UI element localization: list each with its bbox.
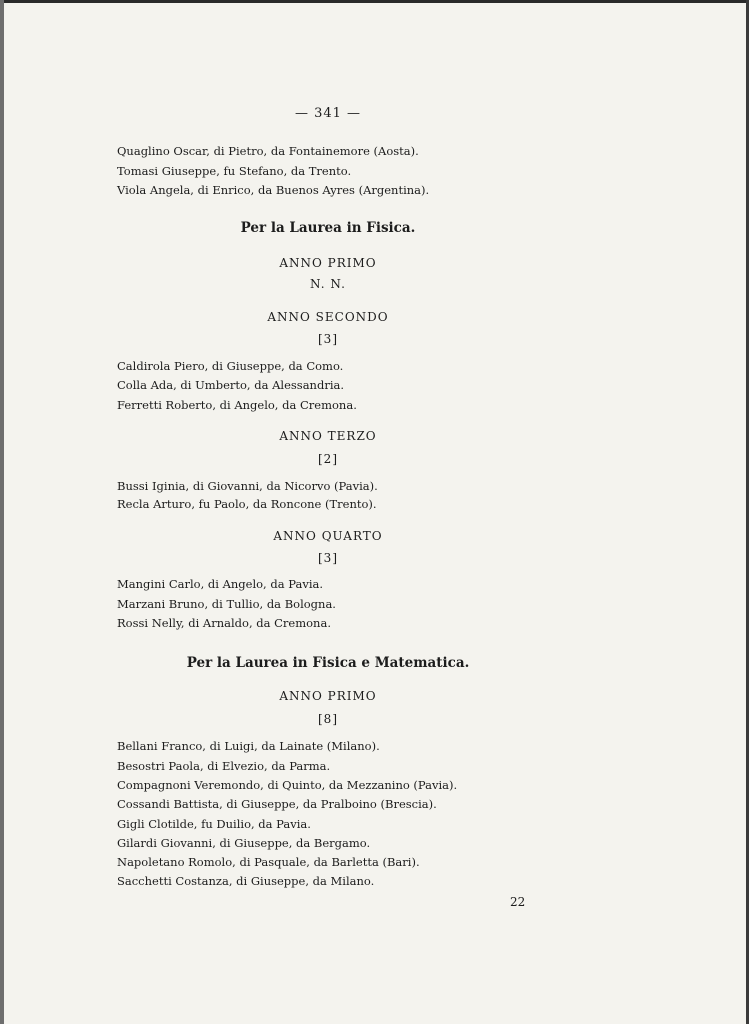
year-label: ANNO PRIMO bbox=[279, 256, 377, 270]
page-number: — 341 — bbox=[294, 106, 362, 121]
year-count: [3] bbox=[318, 332, 338, 346]
list-item: Recla Arturo, fu Paolo, da Roncone (Trento). bbox=[117, 497, 377, 511]
list-item: Napoletano Romolo, di Pasquale, da Barletta (Bari). bbox=[117, 855, 420, 869]
list-item: Cossandi Battista, di Giuseppe, da Pralboino (Brescia). bbox=[117, 797, 437, 811]
year-label: ANNO QUARTO bbox=[273, 529, 383, 543]
list-item: Rossi Nelly, di Arnaldo, da Cremona. bbox=[117, 616, 331, 630]
year-count: [3] bbox=[318, 551, 338, 565]
year-note: N. N. bbox=[310, 277, 346, 291]
year-count: [2] bbox=[318, 452, 338, 466]
list-item: Gilardi Giovanni, di Giuseppe, da Bergamo. bbox=[117, 836, 371, 850]
year-label: ANNO PRIMO bbox=[279, 689, 377, 703]
list-item: Bellani Franco, di Luigi, da Lainate (Milano). bbox=[117, 739, 380, 753]
year-count: [8] bbox=[318, 712, 338, 726]
year-label: ANNO TERZO bbox=[279, 429, 377, 443]
list-item: Marzani Bruno, di Tullio, da Bologna. bbox=[117, 597, 336, 611]
list-item: Mangini Carlo, di Angelo, da Pavia. bbox=[117, 577, 324, 591]
list-item: Besostri Paola, di Elvezio, da Parma. bbox=[117, 759, 331, 773]
list-item: Sacchetti Costanza, di Giuseppe, da Milano. bbox=[117, 874, 375, 888]
section-heading-fisica: Per la Laurea in Fisica. bbox=[240, 220, 416, 236]
list-item: Ferretti Roberto, di Angelo, da Cremona. bbox=[117, 398, 357, 412]
list-item: Tomasi Giuseppe, fu Stefano, da Trento. bbox=[117, 164, 352, 178]
scan-edge-top bbox=[0, 0, 749, 3]
list-item: Compagnoni Veremondo, di Quinto, da Mezzanino (Pavia). bbox=[117, 778, 458, 792]
list-item: Bussi Iginia, di Giovanni, da Nicorvo (Pavia). bbox=[117, 479, 378, 493]
list-item: Caldirola Piero, di Giuseppe, da Como. bbox=[117, 359, 344, 373]
section-heading-fisica-matematica: Per la Laurea in Fisica e Matematica. bbox=[186, 655, 470, 671]
scan-edge-left bbox=[0, 0, 4, 1024]
list-item: Quaglino Oscar, di Pietro, da Fontainemore (Aosta). bbox=[117, 144, 419, 158]
list-item: Gigli Clotilde, fu Duilio, da Pavia. bbox=[117, 817, 311, 831]
list-item: Colla Ada, di Umberto, da Alessandria. bbox=[117, 378, 345, 392]
list-item: Viola Angela, di Enrico, da Buenos Ayres (Argentina). bbox=[117, 183, 430, 197]
signature-mark: 22 bbox=[510, 895, 526, 909]
year-label: ANNO SECONDO bbox=[267, 310, 389, 324]
